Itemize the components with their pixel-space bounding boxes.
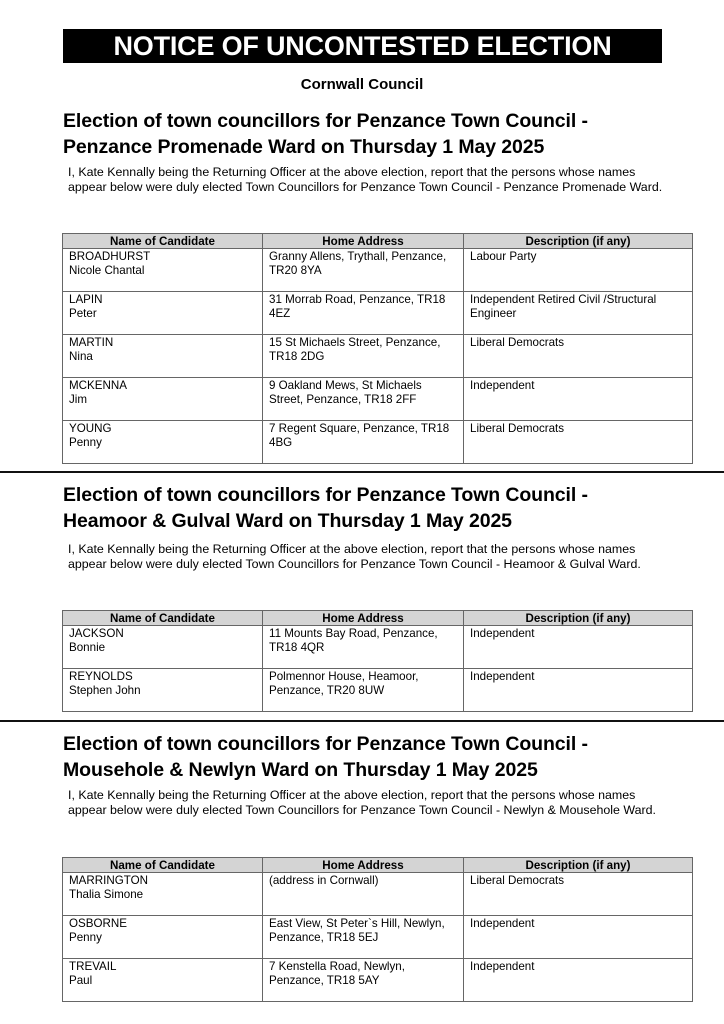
column-header-address: Home Address (263, 611, 464, 626)
candidate-address: 11 Mounts Bay Road, Penzance, TR18 4QR (263, 626, 464, 669)
candidate-surname: YOUNG (69, 422, 112, 435)
candidate-forenames: Nicole Chantal (69, 264, 145, 277)
section-title-heamoor-gulval (63, 482, 683, 534)
candidate-forenames: Nina (69, 350, 93, 363)
section-statement: I, Kate Kennally being the Returning Officer at the above election, report that the persons whose names appear below were duly elected Town Councillors for Penzance Town Council - Newlyn & Mousehole Ward. (68, 788, 656, 817)
candidate-description: Liberal Democrats (464, 873, 693, 916)
candidate-surname: JACKSON (69, 627, 124, 640)
table-row (63, 292, 693, 335)
table-header-row (63, 858, 693, 873)
candidate-description: Liberal Democrats (464, 421, 693, 464)
table-row (63, 421, 693, 464)
candidates-table-penzance-promenade (62, 233, 693, 464)
candidate-name-cell (63, 959, 263, 1002)
candidate-surname: MARTIN (69, 336, 114, 349)
candidate-address: (address in Cornwall) (263, 873, 464, 916)
section-title-mousehole-newlyn (63, 731, 683, 783)
candidates-table-mousehole-newlyn (62, 857, 693, 1002)
section-title-line: Election of town councillors for Penzance Town Council - (63, 110, 588, 132)
candidate-forenames: Penny (69, 436, 102, 449)
candidate-address: 31 Morrab Road, Penzance, TR18 4EZ (263, 292, 464, 335)
candidate-name-cell (63, 626, 263, 669)
candidate-surname: BROADHURST (69, 250, 151, 263)
section-title-penzance-promenade (63, 108, 683, 160)
candidate-name-cell (63, 378, 263, 421)
candidate-name-cell (63, 421, 263, 464)
candidate-surname: TREVAIL (69, 960, 117, 973)
candidate-description: Independent (464, 959, 693, 1002)
candidate-forenames: Penny (69, 931, 102, 944)
candidate-description: Independent (464, 669, 693, 712)
column-header-address: Home Address (263, 234, 464, 249)
candidate-description: Independent (464, 626, 693, 669)
candidate-description: Independent Retired Civil /Structural Engineer (464, 292, 693, 335)
candidate-address: East View, St Peter`s Hill, Newlyn, Penzance, TR18 5EJ (263, 916, 464, 959)
candidates-table-heamoor-gulval (62, 610, 693, 712)
table-row (63, 669, 693, 712)
candidate-description: Independent (464, 378, 693, 421)
notice-title: NOTICE OF UNCONTESTED ELECTION (63, 29, 662, 63)
column-header-description: Description (if any) (464, 234, 693, 249)
candidate-forenames: Peter (69, 307, 97, 320)
candidate-name-cell (63, 292, 263, 335)
column-header-name: Name of Candidate (63, 858, 263, 873)
section-title-line: Election of town councillors for Penzance Town Council - (63, 484, 588, 506)
table-row (63, 335, 693, 378)
candidate-address: 9 Oakland Mews, St Michaels Street, Penzance, TR18 2FF (263, 378, 464, 421)
table-row (63, 959, 693, 1002)
column-header-address: Home Address (263, 858, 464, 873)
section-divider (0, 471, 724, 473)
council-name: Cornwall Council (300, 76, 424, 93)
candidate-surname: REYNOLDS (69, 670, 133, 683)
candidate-description: Liberal Democrats (464, 335, 693, 378)
section-title-line: Election of town councillors for Penzance Town Council - (63, 733, 588, 755)
column-header-name: Name of Candidate (63, 234, 263, 249)
candidate-forenames: Stephen John (69, 684, 141, 697)
table-header-row (63, 611, 693, 626)
candidate-name-cell (63, 249, 263, 292)
candidate-description: Independent (464, 916, 693, 959)
candidate-name-cell (63, 873, 263, 916)
table-row (63, 873, 693, 916)
table-row (63, 626, 693, 669)
candidate-forenames: Paul (69, 974, 93, 987)
table-row (63, 378, 693, 421)
table-row (63, 916, 693, 959)
section-title-line: Penzance Promenade Ward on Thursday 1 May 2025 (63, 136, 545, 158)
section-statement: I, Kate Kennally being the Returning Officer at the above election, report that the persons whose names appear below were duly elected Town Councillors for Penzance Town Council - Heamoor & Gulval Ward. (68, 542, 641, 571)
candidate-address: Polmennor House, Heamoor, Penzance, TR20 8UW (263, 669, 464, 712)
candidate-forenames: Bonnie (69, 641, 106, 654)
section-title-line: Heamoor & Gulval Ward on Thursday 1 May 2025 (63, 510, 512, 532)
candidate-forenames: Jim (69, 393, 88, 406)
candidate-name-cell (63, 669, 263, 712)
column-header-name: Name of Candidate (63, 611, 263, 626)
candidate-address: 15 St Michaels Street, Penzance, TR18 2DG (263, 335, 464, 378)
table-header-row (63, 234, 693, 249)
section-divider (0, 720, 724, 722)
candidate-address: Granny Allens, Trythall, Penzance, TR20 8YA (263, 249, 464, 292)
candidate-surname: MCKENNA (69, 379, 127, 392)
table-row (63, 249, 693, 292)
candidate-name-cell (63, 916, 263, 959)
candidate-surname: LAPIN (69, 293, 103, 306)
candidate-surname: MARRINGTON (69, 874, 149, 887)
candidate-forenames: Thalia Simone (69, 888, 144, 901)
candidate-address: 7 Kenstella Road, Newlyn, Penzance, TR18 5AY (263, 959, 464, 1002)
candidate-surname: OSBORNE (69, 917, 127, 930)
candidate-name-cell (63, 335, 263, 378)
section-statement: I, Kate Kennally being the Returning Officer at the above election, report that the persons whose names appear below were duly elected Town Councillors for Penzance Town Council - Penzance Promenade Ward. (68, 165, 663, 194)
candidate-address: 7 Regent Square, Penzance, TR18 4BG (263, 421, 464, 464)
candidate-description: Labour Party (464, 249, 693, 292)
section-title-line: Mousehole & Newlyn Ward on Thursday 1 May 2025 (63, 759, 538, 781)
column-header-description: Description (if any) (464, 611, 693, 626)
column-header-description: Description (if any) (464, 858, 693, 873)
